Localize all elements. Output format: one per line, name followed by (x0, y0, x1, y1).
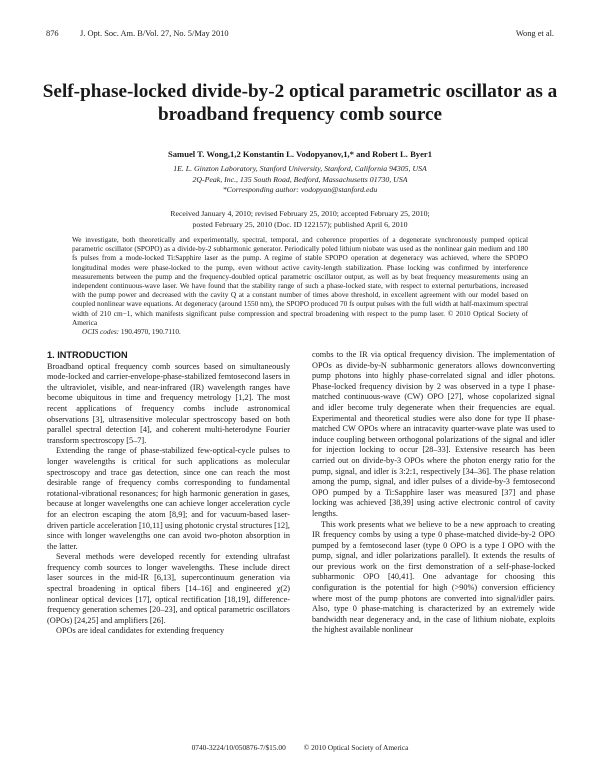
right-paragraph-1: combs to the IR via optical frequency division. The implementation of OPOs as divide-by-N subharmonic generators allows downconverting pump photons into highly phase-correlated signal and idler photons. Phase-locked frequency division by 2 was observed in a type I phase-matched continuous-wave (CW) OPO [27], whose copolarized signal and idler become truly degenerate when their frequencies are equal. Experimental and theoretical studies were also done for type II phase-matched CW OPOs where an intracavity quarter-wave plate was used to induce coupling between orthogonal polarizations of the signal and idler for injection locking to occur [28–33]. Extensive research has been carried out on divide-by-3 OPOs where the photon energy ratio for the pump, signal, and idler is 3:2:1, respectively [34–36]. The phase relation among the pump, signal, and idler pulses of a divide-by-3 femtosecond OPO pumped by a Ti:Sapphire laser was measured [37] and phase locking was achieved [38,39] using active electronic control of cavity lengths. (312, 350, 555, 518)
abstract (72, 235, 528, 336)
dates-line-2: posted February 25, 2010 (Doc. ID 122157); published April 6, 2010 (192, 219, 408, 229)
right-column (312, 350, 555, 636)
author-list: Samuel T. Wong,1,2 Konstantin L. Vodopyanov,1,* and Robert L. Byer1 (167, 149, 433, 159)
page-footer (0, 743, 600, 752)
page-number: 876 (46, 29, 59, 38)
left-column (47, 350, 290, 637)
corresponding-author: *Corresponding author: vodopyan@stanford.edu (222, 185, 378, 195)
abstract-text: We investigate, both theoretically and experimentally, spectral, temporal, and coherence properties of a degenerate synchronously pumped optical parametric oscillator (SPOPO) as a divide-by-2 subharmonic generator. Periodically poled lithium niobate was used as the nonlinear gain medium and 180 fs pulses from a mode-locked Ti:Sapphire laser as the pump. A regime of stable SPOPO operation at degeneracy was achieved, where the SPOPO longitudinal modes were phase-locked to the pump, even without active cavity-length stabilization. Phase locking was confirmed by interference measurements between the pump and the frequency-doubled optical parametric oscillator output, as well as by beat frequency measurements using an independent continuous-wave laser. We have found that the stability range of such a phase-locked state, with respect to external perturbations, increased with the pump power and decreased with the cavity Q at a constant number of times above threshold, in excellent agreement with our model based on coupled nonlinear wave equations. At degeneracy (around 1550 nm), the SPOPO produced 70 fs output pulses with the full width at half-maximum spectral width of 210 cm−1, which manifests significant pulse compression and spectral broadening with respect to the pump laser. © 2010 Optical Society of America (72, 235, 528, 327)
paper-title: Self-phase-locked divide-by-2 optical parametric oscillator as a broadband frequency comb source (42, 81, 558, 125)
affiliations (40, 164, 560, 196)
running-authors: Wong et al. (515, 29, 554, 38)
ocis-line (72, 327, 528, 336)
ocis-codes: 190.4970, 190.7110. (120, 327, 181, 337)
left-paragraph-3: Several methods were developed recently for extending ultrafast frequency comb sources to longer wavelengths. These include direct laser sources in the mid-IR [6,13], supercontinuum generation via spectral broadening in optical fibers [14–16] and engineered χ(2) nonlinear optical devices [17], optical rectification [18,19], difference-frequency generation schemes [20–23], and optical parametric oscillators (OPOs) [24,25] and amplifiers [26]. (47, 552, 290, 625)
ocis-label: OCIS codes: (82, 327, 120, 337)
left-paragraph-4: OPOs are ideal candidates for extending frequency (56, 626, 225, 636)
journal-citation: J. Opt. Soc. Am. B/Vol. 27, No. 5/May 2010 (80, 29, 229, 38)
dates-line-1: Received January 4, 2010; revised February 25, 2010; accepted February 25, 2010; (170, 209, 430, 218)
right-paragraph-2: This work presents what we believe to be a new approach to creating IR frequency combs by using a type 0 phase-matched divide-by-2 OPO pumped by a femtosecond laser (type 0 OPO is a type I OPO with the pump, signal, and idler polarizations parallel). It extends the results of our previous work on the first demonstration of a self-phase-locked subharmonic OPO [40,41]. One advantage for choosing this configuration is the potential for high (>90%) conversion efficiency where most of the pump photons are converted into signal/idler pairs. Also, type 0 phase-matching is characterized by an extremely wide bandwidth near degeneracy and, in the case of lithium niobate, exploits the highest available nonlinear (312, 519, 555, 635)
publication-history (60, 209, 540, 230)
left-paragraph-1: Broadband optical frequency comb sources based on simultaneously mode-locked and carrier-envelope-phase-stabilized femtosecond lasers in the ultraviolet, visible, and near-infrared (IR) wavelength ranges have become ubiquitous in time and frequency metrology [1,2]. The most recent applications of frequency combs include astronomical observations [3], ultrasensitive molecular spectroscopy based on both parallel spectral detection [4], and coherent multi-heterodyne Fourier transform spectroscopy [5–7]. (47, 361, 290, 445)
affiliation-1: 1E. L. Ginzton Laboratory, Stanford University, Stanford, California 94305, USA (173, 164, 427, 173)
affiliation-2: 2Q-Peak, Inc., 135 South Road, Bedford, Massachusetts 01730, USA (192, 174, 408, 184)
copyright: © 2010 Optical Society of America (303, 743, 409, 752)
running-header (46, 29, 554, 41)
section-heading: 1. INTRODUCTION (47, 350, 128, 360)
left-paragraph-2: Extending the range of phase-stabilized few-optical-cycle pulses to longer wavelengths is critical for such applications as molecular spectroscopy and trace gas detection, since one can reach the most desirable range of frequency combs corresponding to fundamental rotational-vibrational resonances; for high harmonic generation in gases, because at longer wavelengths one can achieve longer acceleration cycle for an electron escaping the atom [8,9]; and for vacuum-based laser-driven particle acceleration [10,11] using photonic crystal structures [12], since with longer wavelengths one can avoid two-photon absorption in the latter. (47, 446, 290, 551)
article-code: 0740-3224/10/050876-7/$15.00 (191, 743, 286, 752)
